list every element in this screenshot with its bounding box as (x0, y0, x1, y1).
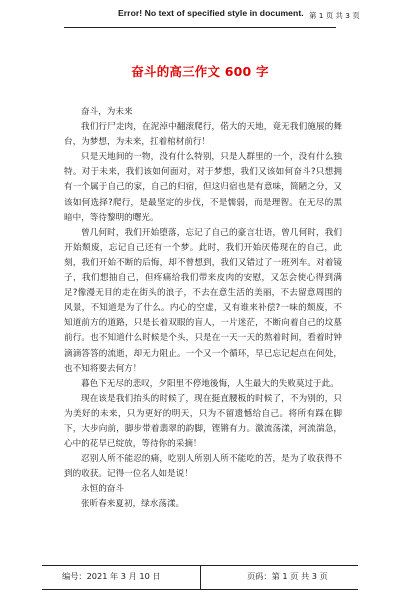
essay-paragraph: 奋斗，为未来 (81, 107, 133, 117)
essay-body (64, 105, 342, 513)
essay-paragraph: 暮色下无尽的悲叹，夕阳里不停地後悔，人生最大的失败莫过于此。 (81, 378, 339, 389)
essay-paragraph: 只是天地间的一物，没有什么特别，只是人群里的一个，没有什么独特。对于未来，我们该如何面对，对于梦想，我们又该如何奋斗?只想拥有一个属于自己的家，自己的归宿，但这归宿也是有意味，简陋之分，又该如何选择?爬行，是最坚定的步伐，不是懦弱，而是理智。在无尽的黑暗中，等待黎明的曙光。 (64, 152, 342, 223)
essay-paragraph: 张昕春来夏初，绿水荡漾。 (81, 499, 185, 510)
footer-page-value: 第 1 页 共 3 页 (271, 571, 328, 581)
footer-divider (200, 565, 201, 589)
footer-page-label: 页码： (247, 571, 272, 581)
header-page-indicator: 第 1 页 共 3 页 (309, 11, 360, 20)
footer-number-label: 编号： (62, 571, 87, 581)
essay-paragraph: 忍别人所不能忍的痛，吃别人所别人所不能吃的苦，是为了收获得不到的收获。记得一位名人如是说！ (64, 454, 342, 480)
footer-page (247, 571, 328, 582)
header-rule (64, 27, 336, 28)
header-error-text: Error! No text of specified style in document. (118, 8, 304, 18)
footer-rule-bottom (42, 589, 358, 590)
essay-paragraph: 曾几何时，我们开始堕落，忘记了自己的豪言壮语，曾几何时，我们开始颓废，忘记自己还有一个梦。此时，我们开始厌倦现在的自己，此刻，我们开始不断的后悔，却不曾想到，我们又错过了一班列车。对着镜子，我们想抽自己，但疼痛给我们带来皮肉的安慰，又怎会使心得到满足?像漫无目的走在街头的浪子，不去在意生活的美丽，不去留意周围的风景，不知道是为了什么。内心的空虚，又有谁来补偿?一味的颓废，不知道前方的道路，只是长着双眼的盲人，一片迷茫，不断向着自己的坟墓前行。也不知道什么时候是个头，只是在一天一天的熬着时间，看着时钟滴滴答答的流逝，却无力阻止。一个又一个循环，早已忘记起点在何处，也不知将要去何方！ (64, 227, 342, 374)
footer-number-value: 2021 年 3 月 10 日 (86, 571, 161, 581)
essay-paragraph: 现在该是我们抬头的时候了，现在挺直腰板的时候了，不为别的，只为美好的未来，只为更好的明天，只为不留遗憾给自己。将所有踩在脚下，大步向前，脚步带着翡翠的韵脚，铿锵有力。激流荡漾，河流湍急，心中的花早已绽放，等待你的采摘！ (64, 393, 342, 450)
essay-title: 奋斗的高三作文 600 字 (131, 64, 269, 79)
essay-paragraph: 我们行尸走肉，在泥淖中翻滚爬行，偌大的天地，竟无我们施展的舞台，为梦想，为未来，扛着棺材前行！ (64, 122, 342, 148)
footer-number (62, 571, 161, 582)
essay-paragraph: 永恒的奋斗 (81, 484, 124, 495)
